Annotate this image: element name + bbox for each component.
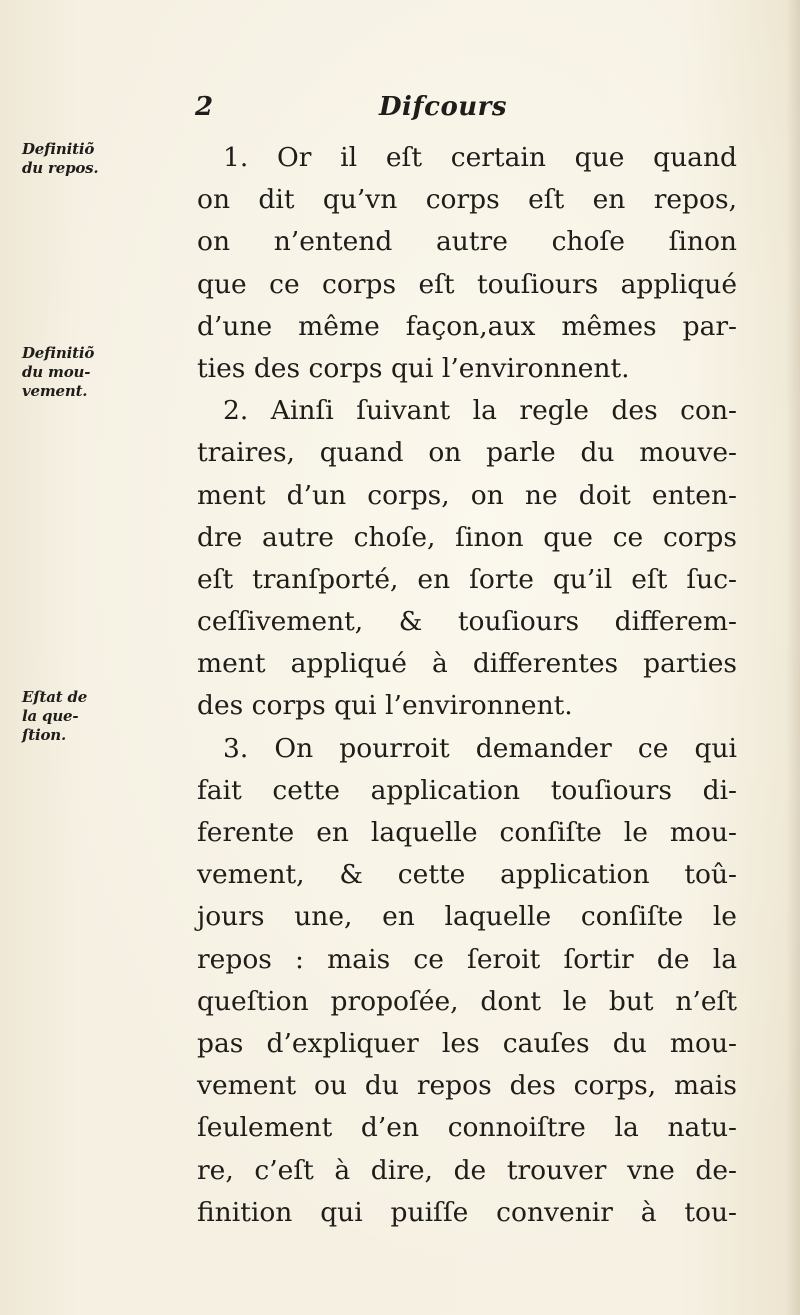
margin-note-etat-question [22, 688, 172, 745]
text-line: queſtion propoſée, dont le but n’eſt [197, 985, 737, 1017]
margin-note-line: du mou- [22, 363, 91, 381]
text-line: re, c’eſt à dire, de trouver vne de- [197, 1154, 737, 1186]
text-line: fait cette application touſiours di- [197, 774, 737, 806]
text-line: 3. On pourroit demander ce qui [223, 732, 737, 764]
text-line: on n’entend autre choſe ſinon [197, 226, 737, 258]
margin-note-definition-repos [22, 140, 172, 178]
margin-note-line: la que- [22, 707, 79, 725]
body-text [197, 137, 737, 1234]
running-head: Difcours [379, 92, 508, 122]
text-line: ment appliqué à differentes parties [197, 648, 737, 680]
page-header [0, 92, 800, 132]
text-line: traires, quand on parle du mouve- [197, 437, 737, 469]
text-line: des corps qui l’environnent. [197, 690, 573, 722]
text-line: dre autre choſe, ſinon que ce corps [197, 521, 737, 553]
text-line: jours une, en laquelle conſiſte le [197, 901, 737, 933]
text-line: pas d’expliquer les cauſes du mou- [197, 1027, 737, 1059]
text-line: finition qui puiſſe convenir à tou- [197, 1196, 737, 1228]
text-line: on dit qu’vn corps eſt en repos, [197, 184, 737, 216]
margin-note-line: Eſtat de [22, 688, 88, 706]
text-line: 1. Or il eſt certain que quand [223, 142, 737, 173]
page-number: 2 [195, 92, 214, 122]
margin-note-line: du repos. [22, 159, 99, 177]
text-line: que ce corps eſt touſiours appliqué [197, 268, 737, 300]
page-edge-shadow [786, 0, 800, 1315]
margin-note-definition-mouvement [22, 344, 172, 401]
text-line: ties des corps qui l’environnent. [197, 352, 630, 384]
text-line: d’une même façon,aux mêmes par- [197, 310, 737, 342]
text-line: ferente en laquelle conſiſte le mou- [197, 817, 737, 848]
text-line: vement ou du repos des corps, mais [197, 1070, 737, 1102]
text-line: vement, & cette application toû- [197, 859, 737, 891]
text-line: repos : mais ce ſeroit ſortir de la [197, 943, 737, 975]
text-line: ceſſivement, & touſiours differem- [197, 606, 737, 638]
margin-note-line: vement. [22, 382, 88, 400]
margin-note-line: Definitiõ [22, 344, 95, 362]
margin-note-line: Definitiõ [22, 140, 95, 158]
text-line: 2. Ainſi ſuivant la regle des con- [223, 395, 737, 427]
text-line: eſt tranſporté, en ſorte qu’il eſt ſuc- [197, 563, 737, 595]
text-line: ment d’un corps, on ne doit enten- [197, 479, 737, 511]
margin-note-line: ſtion. [22, 726, 67, 744]
text-line: ſeulement d’en connoiſtre la natu- [197, 1112, 737, 1144]
